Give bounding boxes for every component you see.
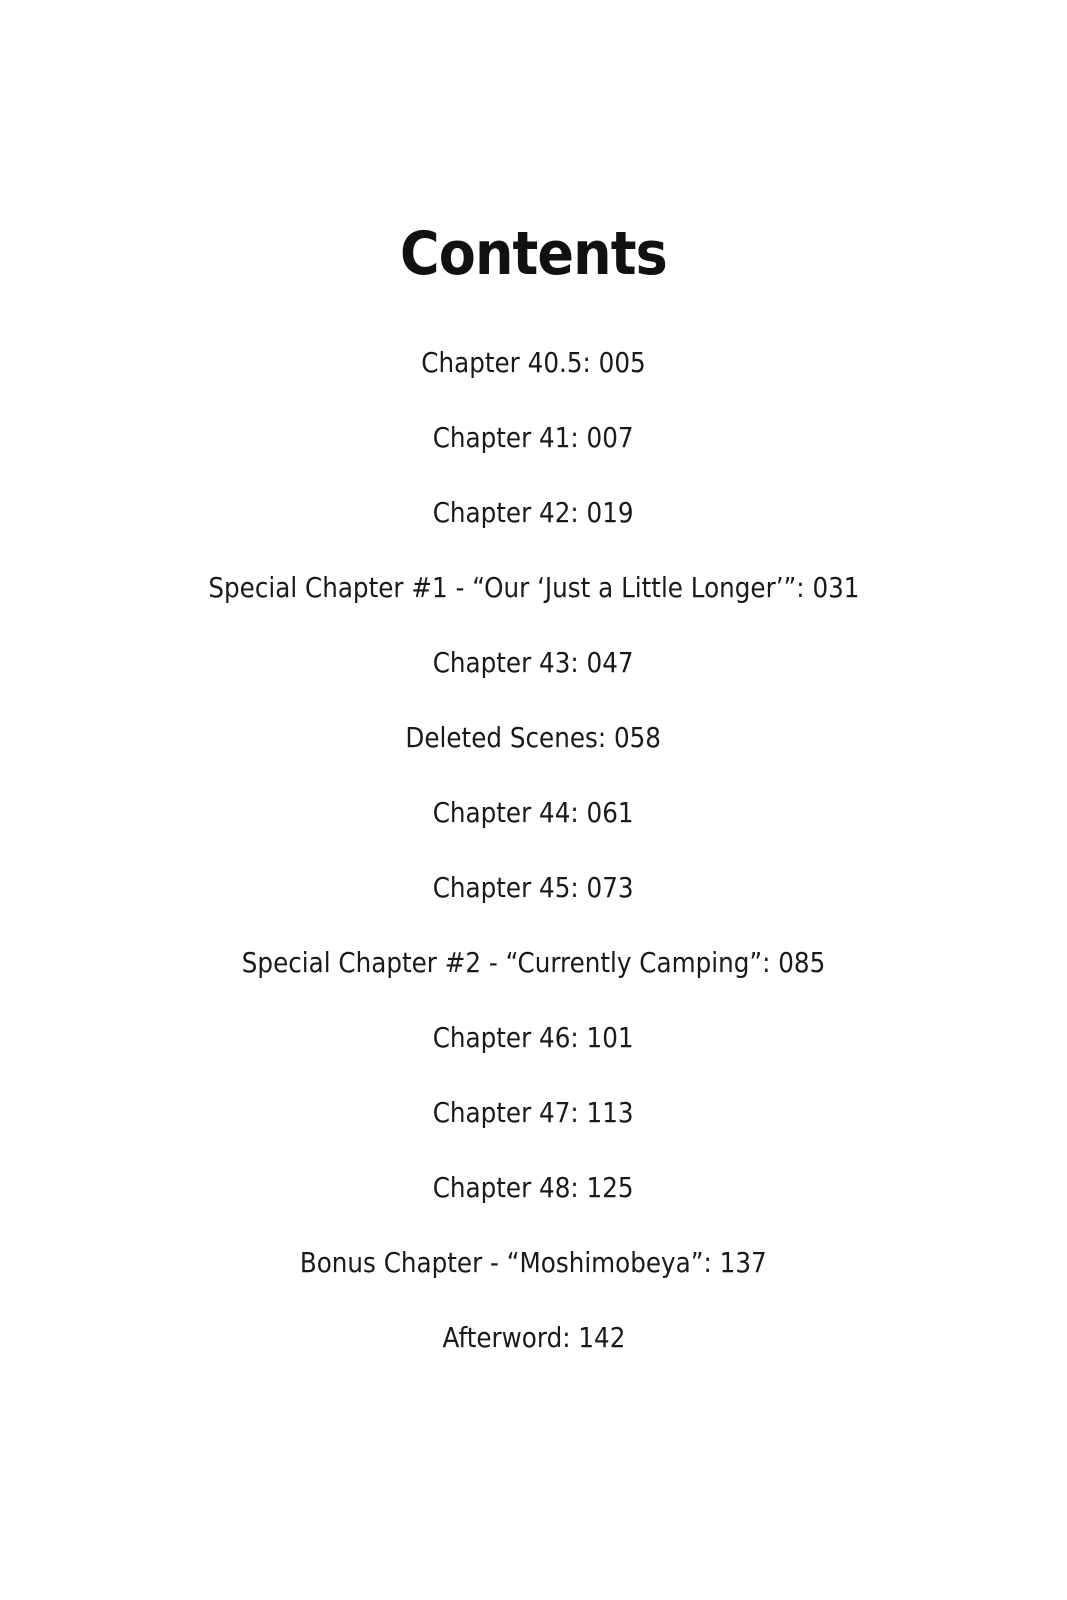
toc-entry-label: Chapter 48: 125 <box>433 1171 634 1204</box>
toc-entry-chapter-42 <box>0 493 1067 568</box>
page-title: Contents <box>400 219 667 289</box>
toc-entry-label: Bonus Chapter - “Moshimobeya”: 137 <box>300 1246 767 1279</box>
toc-entry-chapter-46 <box>0 1018 1067 1093</box>
toc-entry-label: Chapter 42: 019 <box>433 496 634 529</box>
toc-entry-deleted-scenes <box>0 718 1067 793</box>
toc-entry-chapter-43 <box>0 643 1067 718</box>
toc-entry-label: Chapter 47: 113 <box>433 1096 634 1129</box>
table-of-contents <box>0 343 1067 1393</box>
toc-entry-bonus-chapter <box>0 1243 1067 1318</box>
toc-entry-chapter-41 <box>0 418 1067 493</box>
toc-entry-label: Chapter 41: 007 <box>433 421 634 454</box>
toc-entry-label: Special Chapter #1 - “Our ‘Just a Little Longer’”: 031 <box>207 571 860 604</box>
toc-entry-chapter-48 <box>0 1168 1067 1243</box>
toc-entry-label: Chapter 43: 047 <box>433 646 634 679</box>
toc-entry-special-chapter-2 <box>0 943 1067 1018</box>
toc-entry-label: Chapter 45: 073 <box>433 871 634 904</box>
toc-entry-label: Special Chapter #2 - “Currently Camping”: 085 <box>241 946 826 979</box>
toc-entry-chapter-45 <box>0 868 1067 943</box>
toc-entry-afterword <box>0 1318 1067 1393</box>
toc-entry-label: Deleted Scenes: 058 <box>405 721 662 754</box>
toc-entry-label: Chapter 44: 061 <box>433 796 634 829</box>
toc-entry-chapter-44 <box>0 793 1067 868</box>
toc-entry-label: Chapter 46: 101 <box>433 1021 634 1054</box>
toc-entry-chapter-40-5 <box>0 343 1067 418</box>
toc-entry-chapter-47 <box>0 1093 1067 1168</box>
toc-entry-label: Afterword: 142 <box>442 1321 625 1354</box>
toc-entry-special-chapter-1 <box>0 568 1067 643</box>
toc-entry-label: Chapter 40.5: 005 <box>421 346 646 379</box>
